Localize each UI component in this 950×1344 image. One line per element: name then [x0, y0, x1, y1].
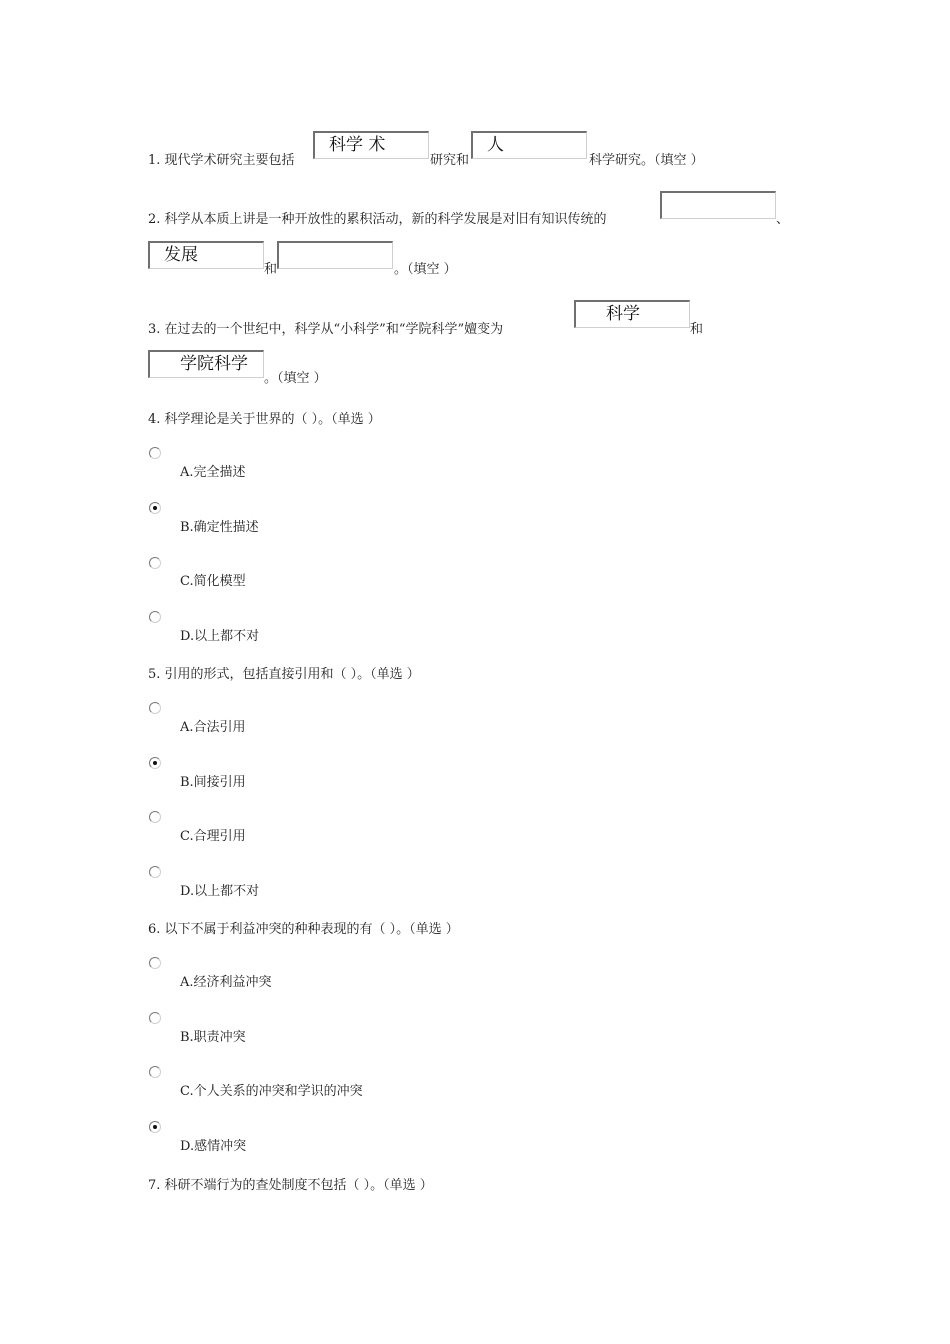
q2-prefix: 2. 科学从本质上讲是一种开放性的累积活动，新的科学发展是对旧有知识传统的	[148, 212, 607, 227]
q4-radio-c[interactable]	[149, 557, 161, 569]
q5-radio-a[interactable]	[149, 702, 161, 714]
q4-question: 4. 科学理论是关于世界的（ ）。（单选 ）	[148, 412, 381, 427]
q4-option-d: D.以上都不对	[180, 629, 260, 644]
q1-suffix: 科学研究。（填空 ）	[589, 153, 704, 168]
q5-radio-b[interactable]	[149, 757, 161, 769]
q4-option-c: C.简化模型	[180, 574, 246, 589]
q3-mid: 和	[690, 322, 704, 337]
q6-radio-a[interactable]	[149, 957, 161, 969]
q6-option-d: D.感情冲突	[180, 1139, 247, 1154]
q4-option-a: A.完全描述	[180, 465, 246, 480]
q4-option-b: B.确定性描述	[180, 520, 259, 535]
q5-option-b: B.间接引用	[180, 775, 246, 790]
q2-blank-3[interactable]	[277, 241, 393, 269]
q6-option-a: A.经济利益冲突	[180, 975, 272, 990]
q1-blank-2[interactable]: 人	[471, 131, 587, 159]
q6-radio-b[interactable]	[149, 1012, 161, 1024]
q3-blank-2[interactable]: 学院科学	[148, 350, 264, 378]
q6-option-b: B.职责冲突	[180, 1030, 246, 1045]
q5-option-c: C.合理引用	[180, 829, 246, 844]
q4-radio-a[interactable]	[149, 447, 161, 459]
q1-blank-1[interactable]: 科学 术	[313, 131, 429, 159]
q3-blank-1[interactable]: 科学	[574, 300, 690, 328]
q6-option-c: C.个人关系的冲突和学识的冲突	[180, 1084, 363, 1099]
q4-radio-b[interactable]	[149, 502, 161, 514]
q6-radio-d[interactable]	[149, 1121, 161, 1133]
q2-blank-2[interactable]: 发展	[148, 241, 264, 269]
q4-radio-d[interactable]	[149, 611, 161, 623]
q6-radio-c[interactable]	[149, 1066, 161, 1078]
q5-option-a: A.合法引用	[180, 720, 246, 735]
q5-option-d: D.以上都不对	[180, 884, 260, 899]
q2-blank-1[interactable]	[660, 191, 776, 219]
q5-radio-d[interactable]	[149, 866, 161, 878]
q2-mid: 和	[264, 262, 278, 277]
q5-radio-c[interactable]	[149, 811, 161, 823]
q5-question: 5. 引用的形式，包括直接引用和（ ）。（单选 ）	[148, 667, 420, 682]
q2-suffix: 。（填空 ）	[394, 262, 457, 277]
q7-question: 7. 科研不端行为的查处制度不包括（ ）。（单选 ）	[148, 1178, 433, 1193]
q1-prefix: 1. 现代学术研究主要包括	[148, 153, 295, 168]
q3-prefix: 3. 在过去的一个世纪中，科学从“小科学”和“学院科学”嬗变为	[148, 322, 504, 337]
q1-mid: 研究和	[430, 153, 470, 168]
q2-sep: 、	[776, 212, 790, 227]
q6-question: 6. 以下不属于利益冲突的种种表现的有（ ）。（单选 ）	[148, 922, 459, 937]
q3-suffix: 。（填空 ）	[264, 371, 327, 386]
